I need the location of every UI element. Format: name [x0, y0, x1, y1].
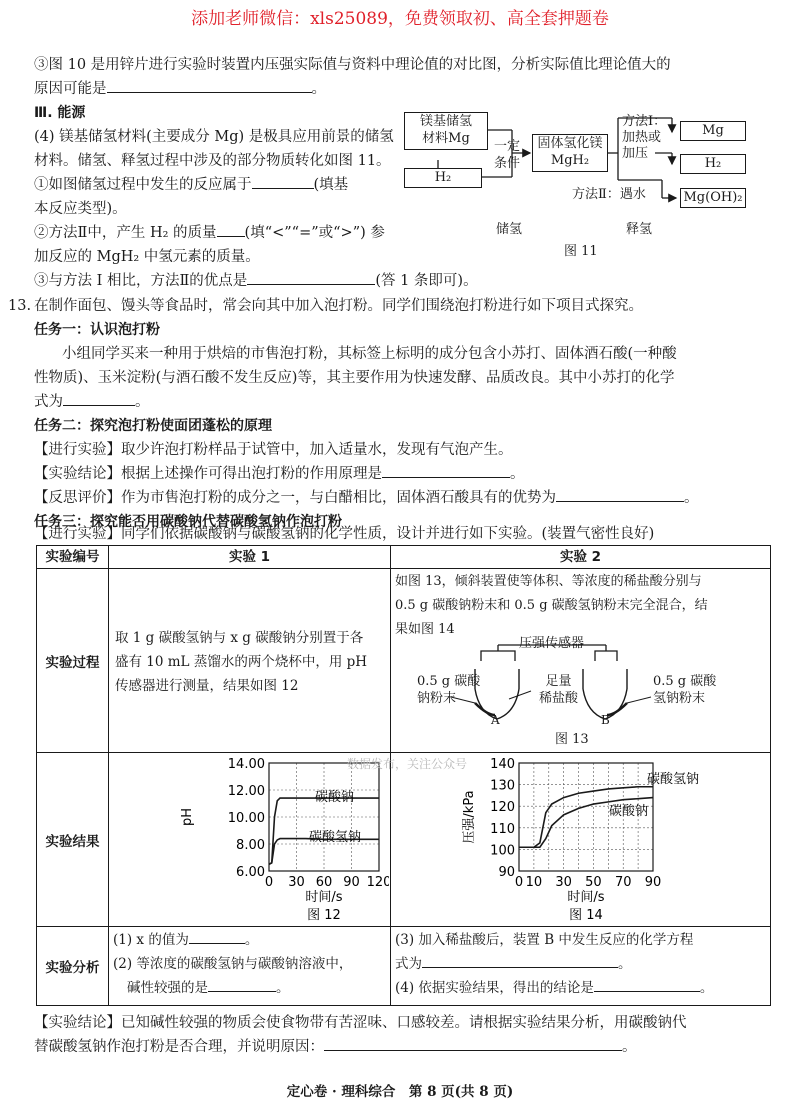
task2-evaluation [34, 487, 699, 509]
conclusion-line1: 【实验结论】已知碱性较强的物质会使食物带有苦涩味、口感较差。请根据实验结果分析，用碳酸钠代 [34, 1015, 687, 1031]
header-exp-2: 实验 2 [391, 546, 771, 569]
answer-blank[interactable] [217, 222, 245, 237]
task2-conclusion-suffix: 。 [510, 466, 525, 482]
q4-sub1-prefix: ①如图储氢过程中发生的反应属于 [34, 177, 252, 193]
row-label-analysis: 实验分析 [37, 927, 109, 1006]
exp2-process-line2: 0.5 g 碳酸钠粉末和 0.5 g 碳酸氢钠粉末完全混合，结 [395, 598, 708, 613]
x-axis-label: 时间/s [305, 890, 343, 905]
box-h2-input: H₂ [404, 168, 482, 188]
y-tick-label: 120 [490, 800, 515, 816]
fig13-label-a: A [491, 713, 500, 727]
box-out-h2: H₂ [680, 154, 746, 174]
chart-caption: 图 12 [307, 908, 341, 923]
answer-blank[interactable] [422, 953, 618, 968]
chart-fig12 [109, 753, 389, 925]
q4-sub2-mid: (填“<”“=”或“>”) 参 [244, 225, 385, 241]
y-tick-label: 110 [490, 821, 515, 837]
fig13-left-label: 0.5 g 碳酸 钠粉末 [417, 674, 481, 706]
task2-conclusion [34, 463, 525, 485]
chart-caption: 图 14 [569, 908, 603, 923]
x-tick-label: 10 [525, 875, 543, 890]
figure-11 [400, 108, 770, 263]
series-label: 碳酸氢钠 [647, 772, 700, 787]
exp1-process-cell [109, 569, 391, 753]
fig13-caption: 图 13 [555, 732, 589, 747]
x-tick-label: 0 [264, 875, 274, 890]
exp1-analysis-cell [109, 927, 391, 1006]
fig11-caption: 图 11 [564, 244, 598, 259]
x-tick-label: 120 [366, 875, 389, 890]
task2-evaluation-prefix: 【反思评价】作为市售泡打粉的成分之一，与白醋相比，固体酒石酸具有的优势为 [34, 490, 556, 506]
task1-para3-prefix: 式为 [34, 394, 63, 410]
page-footer: 定心卷 · 理科综合 第 8 页(共 8 页) [286, 1084, 514, 1100]
label-store: 储氢 [496, 222, 523, 237]
series-label: 碳酸钠 [315, 790, 355, 805]
exp2-analysis-cell [391, 927, 771, 1006]
q13-number: 13. [8, 298, 32, 314]
task1-para3-suffix: 。 [135, 394, 150, 410]
analysis-q2-line2: 碱性较强的是 。 [127, 977, 290, 999]
exp2-process-cell [391, 569, 771, 753]
box-mgh2: 固体氢化镁 MgH₂ [532, 134, 608, 172]
q4-line2: 材料。储氢、释氢过程中涉及的部分物质转化如图 11。 [34, 153, 391, 169]
fig13-label-b: B [601, 713, 610, 727]
x-tick-label: 50 [585, 875, 602, 890]
q3-line1: ③图 10 是用锌片进行实验时装置内压强实际值与资料中理论值的对比图，分析实际值比理论值大的 [34, 57, 671, 73]
q4-sub3-prefix: ③与方法 Ⅰ 相比，方法Ⅱ的优点是 [34, 273, 248, 289]
answer-blank[interactable] [382, 463, 510, 478]
answer-blank[interactable] [252, 174, 314, 189]
exp2-process-line3: 果如图 14 [395, 622, 455, 637]
conclusion-line2: 替碳酸氢钠作泡打粉是否合理，并说明原因： 。 [34, 1036, 637, 1058]
task3-experiment: 【进行实验】同学们依据碳酸钠与碳酸氢钠的化学性质，设计并进行如下实验。(装置气密性良好) [34, 526, 655, 542]
analysis-q2: (2) 等浓度的碳酸氢钠与碳酸钠溶液中， [113, 956, 353, 972]
label-release: 释氢 [626, 222, 653, 237]
chart-fig14 [391, 753, 769, 925]
x-tick-label: 30 [555, 875, 572, 890]
x-tick-label: 90 [343, 875, 360, 890]
exp2-result-cell [347, 753, 771, 927]
section-energy: Ⅲ. 能源 [34, 105, 86, 121]
task2-conclusion-prefix: 【实验结论】根据上述操作可得出泡打粉的作用原理是 [34, 466, 382, 482]
q4-sub2 [34, 222, 385, 244]
answer-blank[interactable] [189, 929, 245, 944]
analysis-q3: (3) 加入稀盐酸后，装置 B 中发生反应的化学方程 [395, 932, 694, 948]
q4-sub3-suffix: (答 1 条即可)。 [375, 273, 478, 289]
fig13-sensor-label: 压强传感器 [519, 636, 585, 651]
x-tick-label: 30 [288, 875, 305, 890]
task2-evaluation-suffix: 。 [684, 490, 699, 506]
header-exp-id: 实验编号 [37, 546, 109, 569]
answer-blank[interactable] [324, 1036, 622, 1051]
header-exp-1: 实验 1 [109, 546, 391, 569]
y-axis-label: pH [180, 807, 195, 827]
q4-sub1-line2: 本反应类型)。 [34, 201, 127, 217]
q4-line1: (4) 镁基储氢材料(主要成分 Mg) 是极具应用前景的储氢 [34, 129, 394, 145]
y-tick-label: 12.00 [227, 784, 265, 799]
fig13-right-label: 0.5 g 碳酸 氢钠粉末 [653, 674, 717, 706]
q4-sub2-prefix: ②方法Ⅱ中，产生 H₂ 的质量 [34, 225, 217, 241]
box-out-mgoh2: Mg(OH)₂ [680, 188, 746, 208]
y-tick-label: 100 [490, 843, 515, 859]
exp1-process-line3: 传感器进行测量，结果如图 12 [115, 678, 299, 694]
analysis-q1: (1) x 的值为 。 [113, 929, 258, 951]
y-tick-label: 6.00 [236, 865, 265, 880]
task1-para-2: 性物质)、玉米淀粉(与酒石酸不发生反应)等，其主要作用为快速发酵、品质改良。其中小苏打的化学 [34, 370, 675, 386]
exp2-process-line1: 如图 13，倾斜装置使等体积、等浓度的稀盐酸分别与 [395, 574, 702, 589]
task1-title: 任务一：认识泡打粉 [34, 322, 160, 338]
row-label-result: 实验结果 [37, 753, 109, 927]
q3-line2 [34, 78, 326, 100]
answer-blank[interactable] [556, 487, 684, 502]
y-tick-label: 130 [490, 778, 515, 794]
series-label: 碳酸钠 [609, 804, 649, 819]
task1-para-1: 小组同学买来一种用于烘焙的市售泡打粉，其标签上标明的成分包含小苏打、固体酒石酸(一种酸 [62, 346, 677, 362]
y-tick-label: 14.00 [227, 757, 265, 772]
y-tick-label: 90 [498, 865, 515, 880]
analysis-q3-line2: 式为 。 [395, 953, 632, 975]
x-tick-label: 60 [315, 875, 333, 890]
fig13-acid-label: 足量 稀盐酸 [539, 674, 579, 706]
task1-para-3 [34, 391, 150, 413]
analysis-q4: (4) 依据实验结果，得出的结论是 。 [395, 977, 713, 999]
exp1-process-line2: 盛有 10 mL 蒸馏水的两个烧杯中，用 pH [115, 654, 368, 670]
y-tick-label: 10.00 [227, 811, 265, 826]
arrow-label-condition: 一定 条件 [494, 139, 521, 171]
method2-label: 方法Ⅱ：遇水 [572, 187, 646, 202]
method1-label: 方法Ⅰ： 加热或 加压 [622, 114, 667, 161]
experiment-table [36, 545, 771, 1006]
exp1-process-line1: 取 1 g 碳酸氢钠与 x g 碳酸钠分别置于各 [115, 630, 364, 646]
q13-intro: 在制作面包、馒头等食品时，常会向其中加入泡打粉。同学们围绕泡打粉进行如下项目式探究。 [34, 298, 643, 314]
task3-title: 任务三：探究能否用碳酸钠代替碳酸氢钠作泡打粉 [34, 514, 342, 530]
q3-prefix: 原因可能是 [34, 81, 107, 97]
answer-blank[interactable] [63, 391, 135, 406]
task2-title: 任务二：探究泡打粉使面团蓬松的原理 [34, 418, 272, 434]
answer-blank[interactable] [247, 270, 375, 285]
x-tick-label: 0 [514, 875, 524, 890]
x-tick-label: 90 [644, 875, 662, 890]
y-tick-label: 140 [490, 757, 515, 772]
promo-banner: 添加老师微信：xls25089，免费领取初、高全套押题卷 [191, 9, 609, 29]
watermark-text: 数据发布，关注公众号 [347, 757, 468, 771]
q4-sub1-suffix: (填基 [313, 177, 349, 193]
y-tick-label: 8.00 [236, 838, 265, 853]
x-tick-label: 70 [614, 875, 632, 890]
y-axis-label: 压强/kPa [462, 790, 477, 844]
row-label-process: 实验过程 [37, 569, 109, 753]
answer-blank[interactable] [107, 78, 312, 93]
q4-sub1 [34, 174, 348, 196]
task2-experiment: 【进行实验】取少许泡打粉样品于试管中，加入适量水，发现有气泡产生。 [34, 442, 513, 458]
q4-sub2-line2: 加反应的 MgH₂ 中氢元素的质量。 [34, 249, 260, 265]
series-label: 碳酸氢钠 [309, 830, 362, 845]
answer-blank[interactable] [594, 977, 700, 992]
answer-blank[interactable] [208, 977, 276, 992]
q3-suffix: 。 [311, 81, 326, 97]
box-out-mg: Mg [680, 121, 746, 141]
q4-sub3 [34, 270, 478, 292]
box-mg-material: 镁基储氢 材料Mg [404, 112, 488, 150]
x-axis-label: 时间/s [567, 890, 605, 905]
exp1-result-cell [109, 753, 391, 927]
